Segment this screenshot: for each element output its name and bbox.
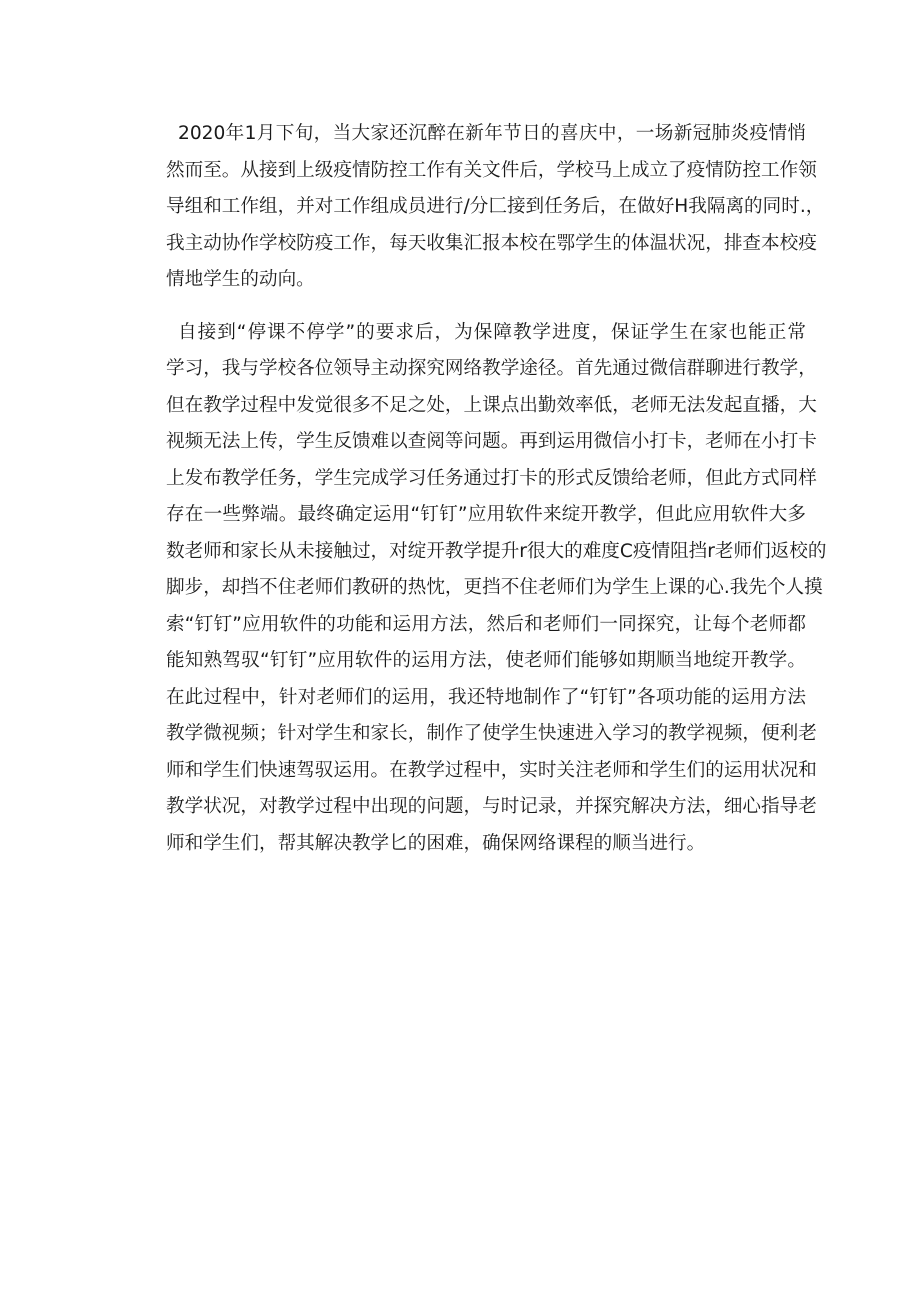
text-line: 索“钉钉”应用软件的功能和运用方法，然后和老师们一同探究，让每个老师都 <box>166 613 806 635</box>
text-line: 数老师和家长从未接触过，对绽开教学提升r很大的难度C疫情阻挡r老师们返校的 <box>166 540 827 562</box>
text-line: 然而至。从接到上级疫情防控工作有关文件后，学校马上成立了疫情防控工作领 <box>166 159 817 181</box>
text-line: 2020年1月下旬，当大家还沉醉在新年节日的喜庆中，一场新冠肺炎疫情悄 <box>178 123 806 144</box>
text-line: 上发布教学任务，学生完成学习任务通过打卡的形式反馈给老师，但此方式同样 <box>166 467 817 489</box>
text-line: 存在一些弊端。最终确定运用“钉钉”应用软件来绽开教学，但此应用软件大多 <box>166 504 806 525</box>
text-line: 自接到“停课不停学”的要求后，为保障教学进度，保证学生在家也能正常 <box>178 321 806 343</box>
text-line: 教学状况，对教学过程中出现的问题，与时记录，并探究解决方法，细心指导老 <box>166 796 817 817</box>
text-line: 教学微视频；针对学生和家长，制作了使学生快速进入学习的教学视频，便利老 <box>166 723 817 744</box>
document-body <box>166 116 827 862</box>
text-line: 视频无法上传，学生反馈难以查阅等问题。再到运用微信小打卡，老师在小打卡 <box>166 431 817 452</box>
text-line: 导组和工作组，并对工作组成员进行/分匚接到任务后，在做好H我隔离的同时.， <box>166 196 825 217</box>
text-line: 能知熟驾驭“钉钉”应用软件的运用方法，使老师们能够如期顺当地绽开教学。 <box>166 650 806 671</box>
text-line: 我主动协作学校防疫工作，每天收集汇报本校在鄂学生的体温状况，排查本校疫 <box>166 232 817 254</box>
text-line: 情地学生的动向。 <box>166 269 315 290</box>
text-line: 师和学生们快速驾驭运用。在教学过程中，实时关注老师和学生们的运用状况和 <box>166 759 817 781</box>
text-line: 但在教学过程中发觉很多不足之处，上课点出勤效率低，老师无法发起直播，大 <box>166 394 817 416</box>
text-line: 师和学生们，帮其解决教学匕的困难，确保网络课程的顺当进行。 <box>166 832 706 854</box>
paragraph-epidemic-response <box>166 116 825 299</box>
text-line: 脚步，却挡不住老师们教研的热忱，更挡不住老师们为学生上课的心.我先个人摸 <box>166 577 823 598</box>
paragraph-online-teaching <box>166 315 827 863</box>
text-line: 在此过程中，针对老师们的运用，我还特地制作了“钉钉”各项功能的运用方法 <box>166 686 806 708</box>
text-line: 学习，我与学校各位领导主动探究网络教学途径。首先通过微信群聊进行教学， <box>166 358 817 379</box>
